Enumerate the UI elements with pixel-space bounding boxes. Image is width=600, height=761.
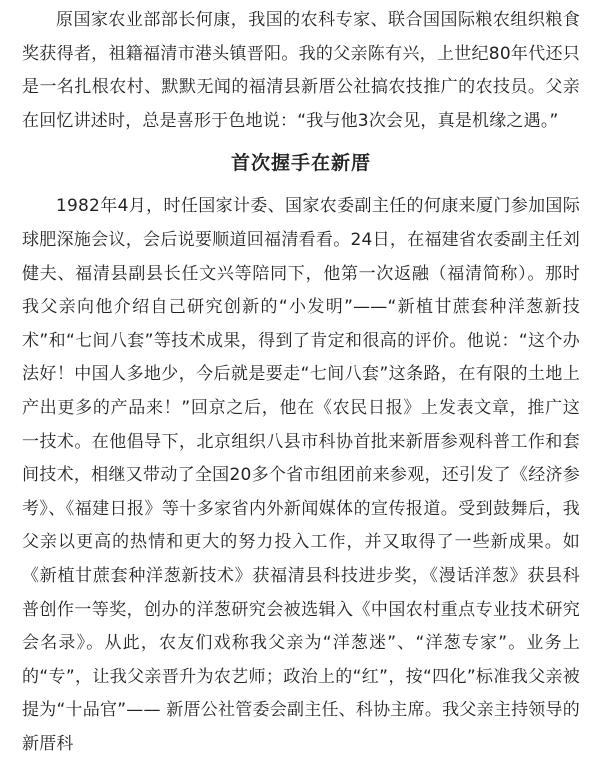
body-paragraph: 1982年4月，时任国家计委、国家农委副主任的何康来厦门参加国际球肥深施会议，会后说要顺道回福清看看。24日，在福建省农委副主任刘健夫、福清县副县长任文兴等陪同下，他第一次返融（福清简称）。那时我父亲向他介绍自己研究创新的“小发明”——“新植甘蔗套种洋葱新技术”和“七间八套”等技术成果，得到了肯定和很高的评价。他说：“这个办法好！中国人多地少，今后就是要走“七间八套”这条路，在有限的土地上产出更多的产品来！”回京之后，他在《农民日报》上发表文章，推广这一技术。在他倡导下，北京组织八县市科协首批来新厝参观科普工作和套间技术，相继又带动了全国20多个省市组团前来参观，还引发了《经济参考》、《福建日报》等十多家省内外新闻媒体的宣传报道。受到鼓舞后，我父亲以更高的热情和更大的努力投入工作，并又取得了一些新成果。如《新植甘蔗套种洋葱新技术》获福清县科技进步奖，《漫话洋葱》获县科普创作一等奖，创办的洋葱研究会被选辑入《中国农村重点专业技术研究会名录》。从此，农友们戏称我父亲为“洋葱迷”、“洋葱专家”。业务上的“专”，让我父亲晋升为农艺师；政治上的“红”，按“四化”标准我父亲被提为“十品官”—— 新厝公社管委会副主任、科协主席。我父亲主持领导的新厝科 — [22, 196, 580, 754]
article — [22, 4, 580, 761]
intro-paragraph: 原国家农业部部长何康，我国的农科专家、联合国国际粮农组织粮食奖获得者，祖籍福清市港头镇晋阳。我的父亲陈有兴，上世纪80年代还只是一名扎根农村、默默无闻的福清县新厝公社搞农技推广的农技员。父亲在回忆讲述时，总是喜形于色地说：“我与他3次会见，真是机缘之遇。” — [22, 10, 580, 131]
section-heading: 首次握手在新厝 — [230, 152, 371, 175]
